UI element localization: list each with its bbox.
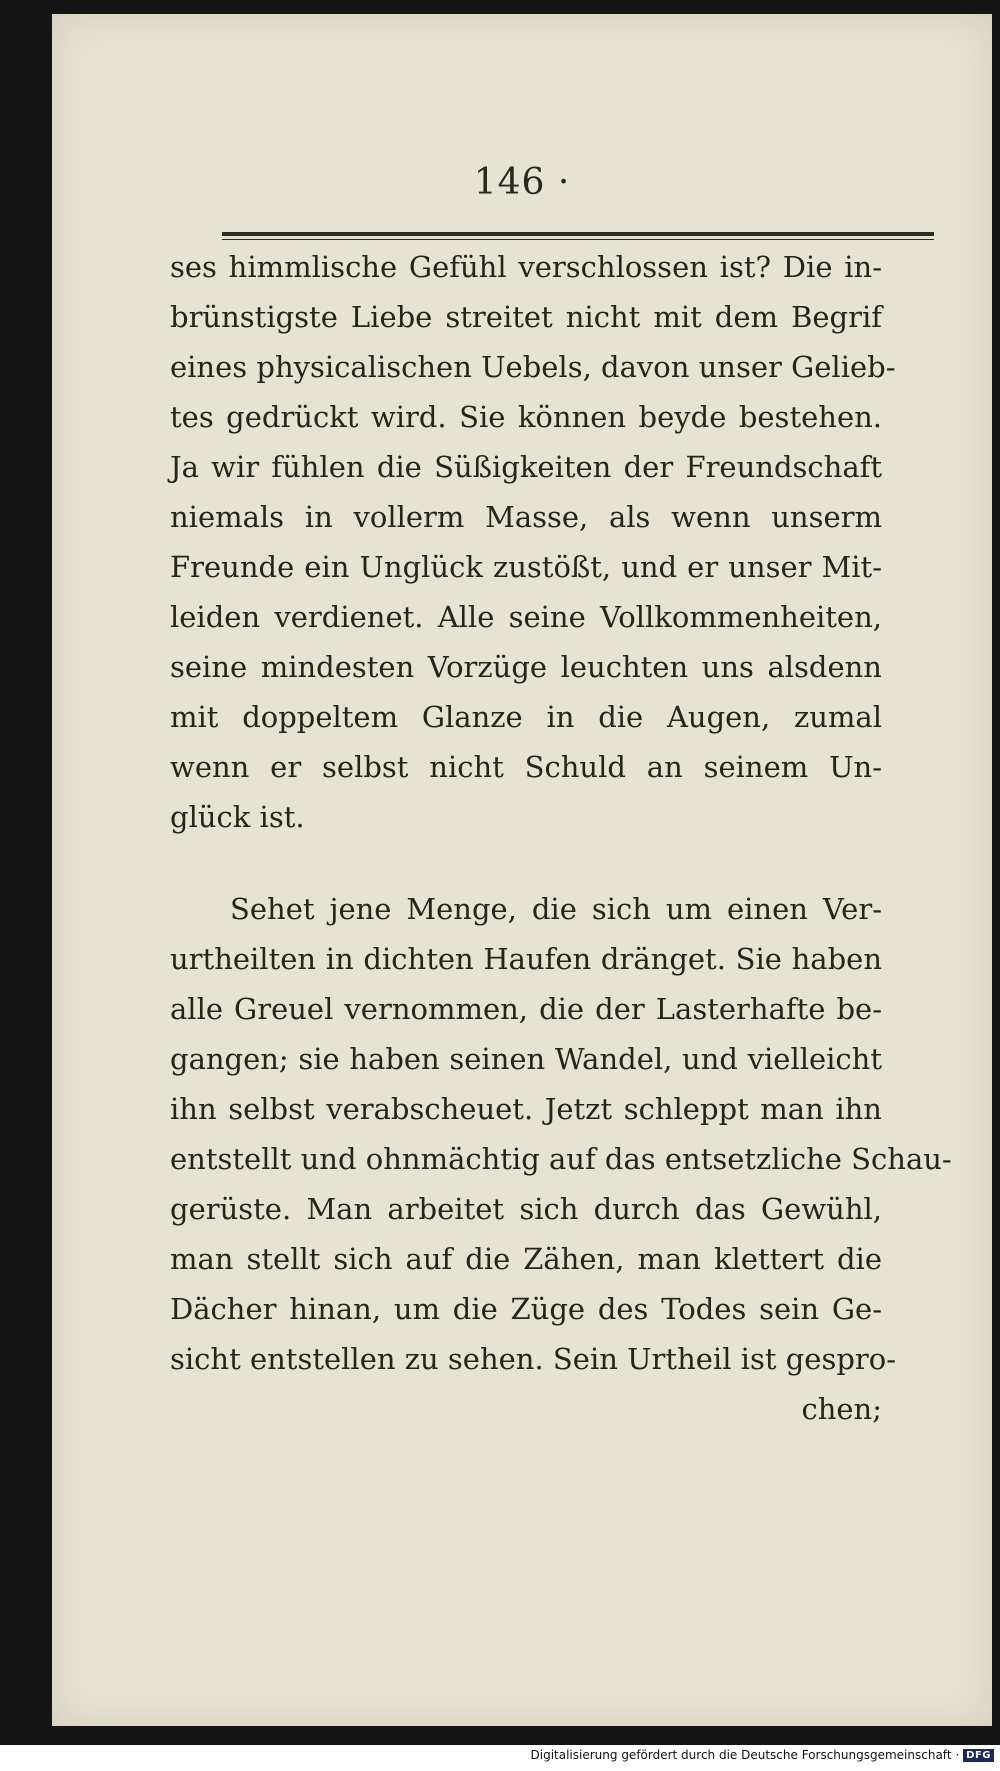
text-line: sicht entstellen zu sehen. Sein Urtheil ist gespro- (170, 1342, 897, 1376)
text-line: niemals in vollerm Masse, als wenn unserm (170, 500, 882, 534)
text-line: urtheilten in dichten Haufen dränget. Sie haben (170, 942, 882, 976)
text-line: mit doppeltem Glanze in die Augen, zumal (170, 700, 882, 734)
text-line: man stellt sich auf die Zähen, man klettert die (170, 1242, 882, 1276)
text-line: wenn er selbst nicht Schuld an seinem Un- (170, 750, 882, 784)
footer-credit (531, 1748, 994, 1762)
text-line: Freunde ein Unglück zustößt, und er unser Mit- (170, 550, 882, 584)
text-line: ses himmlische Gefühl verschlossen ist? Die in- (170, 250, 882, 284)
header-rule (222, 232, 934, 240)
text-line: gerüste. Man arbeitet sich durch das Gewühl, (170, 1192, 882, 1226)
text-line: glück ist. (170, 800, 305, 834)
text-line: Sehet jene Menge, die sich um einen Ver- (230, 892, 882, 926)
text-line: Dächer hinan, um die Züge des Todes sein Ge- (170, 1292, 882, 1326)
text-line: entstellt und ohnmächtig auf das entsetzliche Schau- (170, 1142, 952, 1176)
text-line: Ja wir fühlen die Süßigkeiten der Freundschaft (170, 450, 882, 484)
text-line: alle Greuel vernommen, die der Lasterhafte be- (170, 992, 882, 1026)
footer-credit-text: Digitalisierung gefördert durch die Deutsche Forschungsgemeinschaft · (530, 1748, 960, 1762)
text-line: seine mindesten Vorzüge leuchten uns alsdenn (170, 650, 882, 684)
dfg-logo: DFG (963, 1749, 994, 1762)
text-line: leiden verdienet. Alle seine Vollkommenheiten, (170, 600, 882, 634)
text-line: gangen; sie haben seinen Wandel, und vielleicht (170, 1042, 882, 1076)
text-line: eines physicalischen Uebels, davon unser Gelieb- (170, 350, 896, 384)
text-line: brünstigste Liebe streitet nicht mit dem Begrif (170, 300, 882, 334)
text-line: ihn selbst verabscheuet. Jetzt schleppt man ihn (170, 1092, 882, 1126)
text-line: tes gedrückt wird. Sie können beyde bestehen. (170, 400, 882, 434)
catchword: chen; (801, 1392, 882, 1426)
page-number: 146 · (473, 162, 571, 203)
